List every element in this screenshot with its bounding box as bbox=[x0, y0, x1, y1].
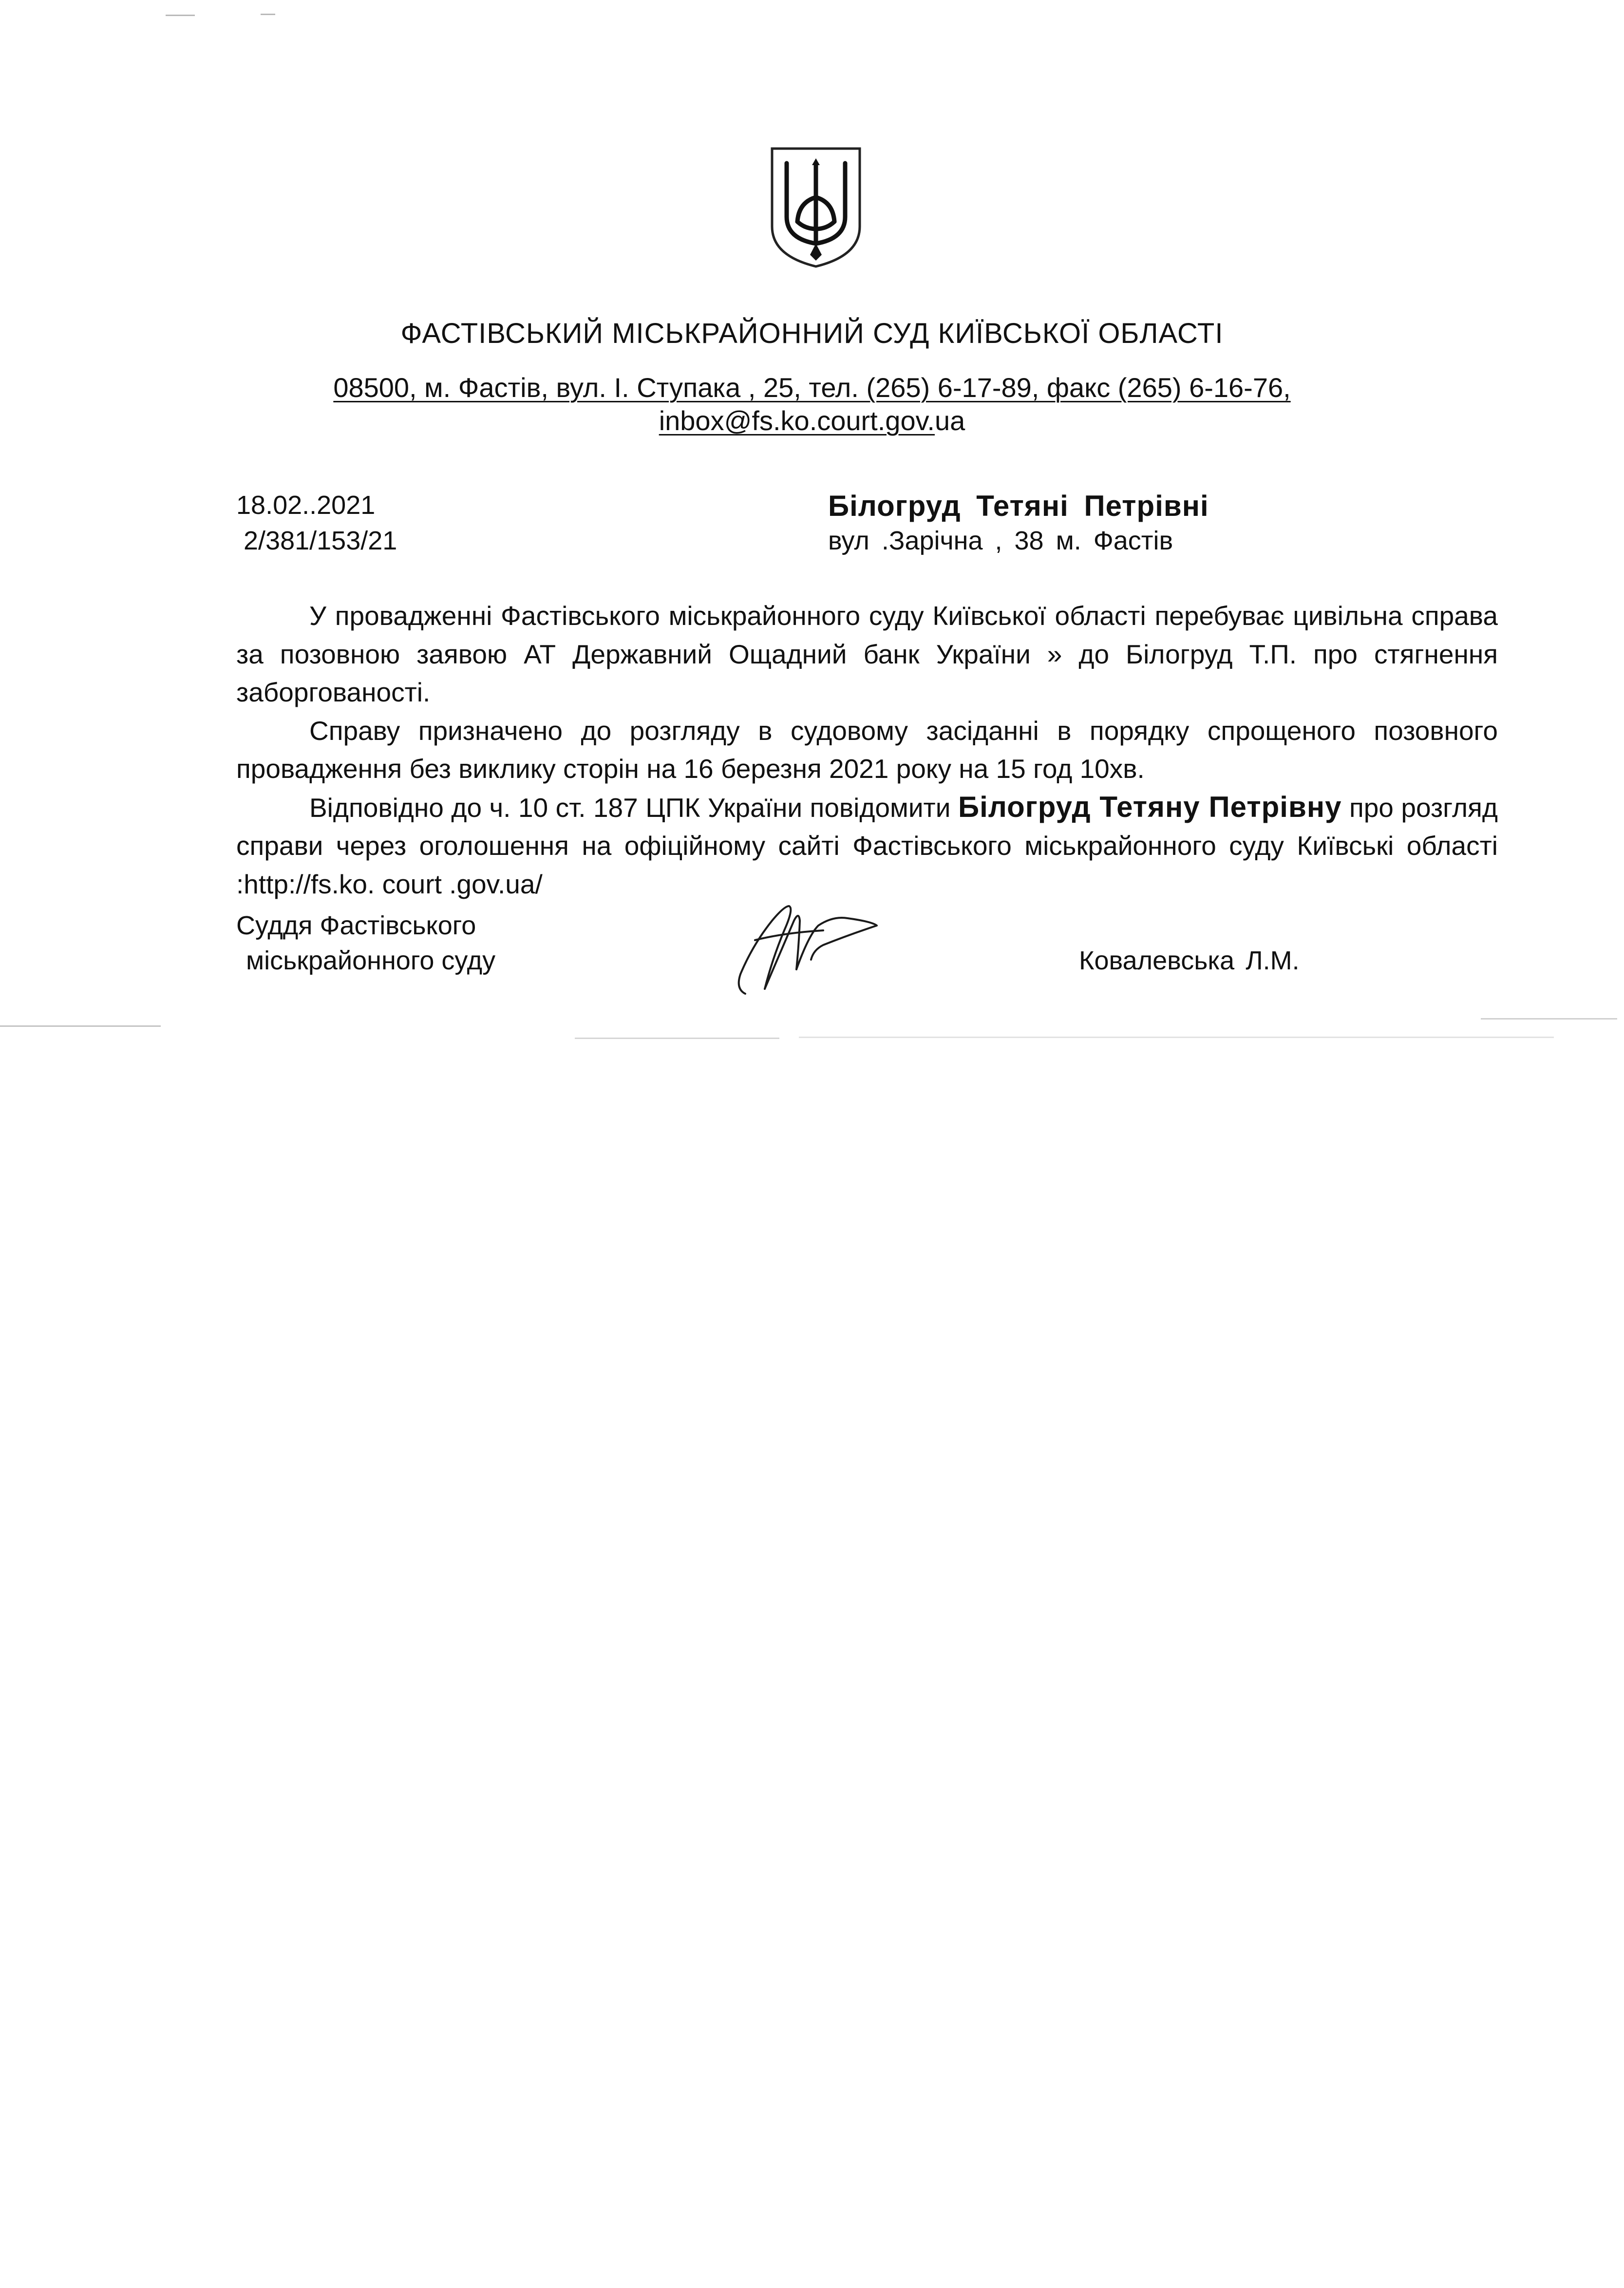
court-email-link[interactable]: inbox@fs.ko.court.gov. bbox=[659, 405, 935, 436]
document-date: 18.02..2021 bbox=[236, 491, 376, 520]
scan-artifact-line bbox=[1481, 1018, 1617, 1020]
court-address: 08500, м. Фастів, вул. І. Ступака , 25, тел. (265) 6-17-89, факс (265) 6-16-76, bbox=[333, 372, 1291, 403]
case-reference-number: 2/381/153/21 bbox=[244, 526, 397, 555]
scan-artifact-line bbox=[261, 14, 275, 15]
signer-name: Ковалевська Л.М. bbox=[1079, 946, 1300, 975]
court-name: ФАСТІВСЬКИЙ МІСЬКРАЙОННИЙ СУД КИЇВСЬКОЇ ОБЛАСТІ bbox=[400, 318, 1224, 349]
coat-of-arms-icon bbox=[767, 144, 865, 270]
scan-artifact-line bbox=[0, 1025, 161, 1027]
scan-artifact-line bbox=[799, 1037, 1554, 1038]
signer-position-line-2: міськрайонного суду bbox=[246, 946, 496, 975]
signer-position-line-1: Суддя Фастівського bbox=[236, 911, 476, 940]
scan-artifact-line bbox=[575, 1038, 779, 1039]
scan-artifact-line bbox=[166, 15, 195, 16]
court-email-line bbox=[0, 404, 1624, 437]
body-paragraph-3-start: Відповідно до ч. 10 ст. 187 ЦПК України повідомити bbox=[309, 792, 958, 823]
handwritten-signature-icon bbox=[726, 891, 887, 1003]
body-paragraph-1: У провадженні Фастівського міськрайонного суду Київської області перебуває цивільна справа за позовною заявою АТ Державний Ощадний банк України » до Білогруд Т.П. про стягнення заборгованості. bbox=[236, 601, 1498, 707]
notified-person-name: Білогруд Тетяну Петрівну bbox=[958, 790, 1342, 823]
recipient-address: вул .Зарічна , 38 м. Фастів bbox=[828, 526, 1173, 555]
letter-body bbox=[236, 597, 1498, 903]
court-email-suffix: ua bbox=[935, 405, 965, 436]
recipient-name: Білогруд Тетяні Петрівні bbox=[828, 490, 1209, 522]
body-paragraph-2: Справу призначено до розгляду в судовому засіданні в порядку спрощеного позовного провадження без виклику сторін на 16 березня 2021 року на 15 год 10хв. bbox=[236, 715, 1498, 784]
body-paragraph-3 bbox=[236, 788, 1498, 904]
body-paragraph-3-end: про розгляд справи через оголошення на офіційному сайті Фастівського міськрайонного суду Київські області :http://fs.ko. court .gov.ua/ bbox=[236, 792, 1498, 899]
